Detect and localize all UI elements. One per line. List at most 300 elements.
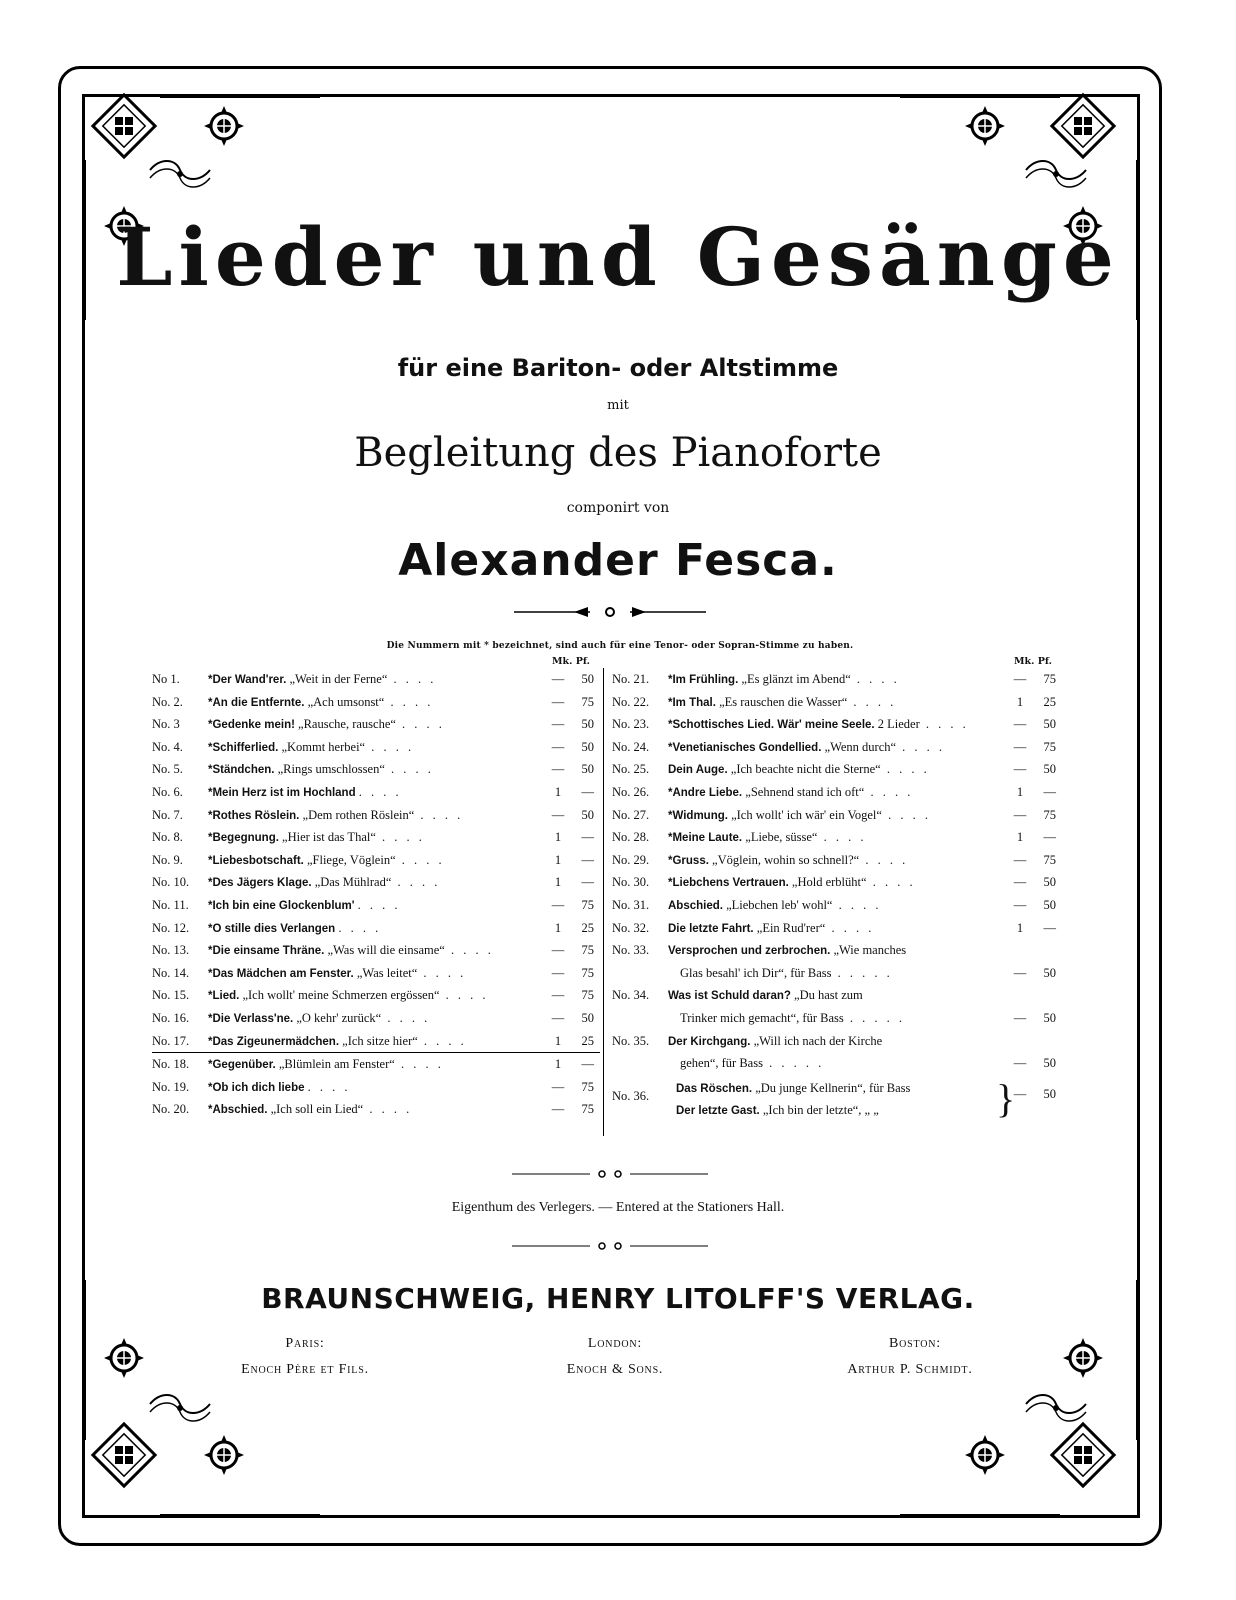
song-row [612,736,1062,759]
song-price [1006,713,1056,736]
leader-dots: . . . . [358,784,402,799]
song-title: Das Röschen. [676,1082,753,1095]
song-price [1006,736,1056,759]
song-number: No. 33. [612,943,650,958]
price-mark: — [1013,965,1027,980]
song-row [612,1030,1062,1053]
song-incipit-continued: gehen“, für Bass [680,1056,763,1071]
leader-dots: . . . . . [762,1056,825,1071]
price-pfennig: 50 [581,739,594,754]
song-incipit: „Ich wollt' ich wär' ein Vogel“ [731,807,882,822]
song-row [612,758,1062,781]
song-row [152,1030,600,1054]
song-row [152,758,600,781]
price-pfennig: 50 [1043,762,1056,777]
price-mark: — [551,1102,565,1117]
song-row [152,804,600,827]
leader-dots: . . . . [850,672,900,686]
price-pfennig: 75 [1043,852,1056,867]
price-mark: — [551,717,565,732]
song-row [612,668,1062,691]
leader-dots: . . . . [391,875,441,890]
leader-dots: . . . . [357,897,401,912]
price-mark: — [1013,852,1027,867]
leader-dots: . . . . [384,694,434,709]
song-title: *Liebesbotschaft. [208,854,304,867]
price-mark: — [551,988,565,1003]
price-pfennig: 75 [581,694,594,709]
song-incipit: 2 Lieder [877,717,920,732]
price-mark: 1 [554,852,562,867]
song-number: No. 20. [152,1102,190,1117]
song-title: Der Kirchgang. [668,1035,751,1048]
price-mark: — [1013,762,1027,777]
song-price [544,758,594,781]
price-pfennig: 50 [581,1010,594,1025]
leader-dots: . . . . [307,1079,351,1094]
price-pfennig: — [581,830,594,845]
leader-dots: . . . . [832,897,882,912]
song-price [544,939,594,962]
song-number: No. 16. [152,1010,190,1025]
leader-dots: . . . . [859,852,909,867]
song-title: *Im Thal. [668,696,716,709]
price-pfennig: 75 [581,988,594,1003]
song-title: *Die Verlass'ne. [208,1012,294,1025]
song-incipit: „Ich wollt' meine Schmerzen ergössen“ [242,988,440,1003]
price-pfennig: — [581,784,594,799]
song-price [544,1076,594,1099]
leader-dots: . . . . [439,988,489,1003]
song-incipit: „Will ich nach der Kirche [753,1033,883,1048]
song-row [612,713,1062,736]
song-title: *Im Frühling. [668,674,739,686]
song-price [544,1098,594,1121]
song-title: *Liebchens Vertrauen. [668,877,789,890]
song-number: No. 6. [152,784,183,799]
song-price [1010,1087,1056,1102]
leader-dots: . . . . [847,694,897,709]
leader-dots: . . . . [417,1033,467,1048]
song-row [152,736,600,759]
song-price [544,849,594,872]
publisher-name: BRAUNSCHWEIG, HENRY LITOLFF'S VERLAG. [261,1282,975,1315]
song-incipit: „Wenn durch“ [824,739,897,754]
song-incipit: „Liebe, süsse“ [745,830,818,845]
price-pfennig: 25 [581,920,594,935]
song-number: No. 23. [612,717,650,732]
price-pfennig: — [1043,920,1056,935]
song-row-continued [612,1052,1062,1075]
song-number: No. 9. [152,852,183,867]
price-pfennig: 75 [1043,672,1056,686]
song-number: No. 10. [152,875,190,890]
song-number: No. 35. [612,1033,650,1048]
leader-dots: . . . . [395,852,445,867]
song-incipit: „Hier ist das Thal“ [282,830,376,845]
leader-dots: . . . . [444,943,494,958]
price-mark: — [551,897,565,912]
song-price [544,691,594,714]
song-incipit: „Es rauschen die Wasser“ [719,694,848,709]
price-pfennig: 25 [581,1033,594,1048]
leader-dots: . . . . [381,1010,431,1025]
song-price [1006,917,1056,940]
song-number: No 1. [152,672,180,686]
price-pfennig: 50 [581,672,594,686]
song-row [152,894,600,917]
leader-dots: . . . . . [843,1010,905,1025]
song-price [544,736,594,759]
song-title: *Schifferlied. [208,741,279,754]
song-title: *Gruss. [668,854,709,867]
page-title: Lieder und Gesänge [116,210,1120,304]
song-number: No. 14. [152,965,190,980]
price-mark: — [1013,1056,1027,1071]
song-number: No. 3 [152,717,180,732]
song-number: No. 15. [152,988,190,1003]
song-title: *Begegnung. [208,832,279,845]
song-price [1006,1052,1056,1075]
song-number: No. 28. [612,830,650,845]
song-incipit: „Weit in der Ferne“ [289,672,388,686]
song-number: No. 17. [152,1033,190,1048]
price-pfennig: 50 [1043,1010,1056,1025]
song-row [612,849,1062,872]
price-mark: — [1013,1086,1027,1101]
song-row [152,1098,600,1121]
song-title: *O stille dies Verlangen [208,922,336,935]
song-incipit: „Hold erblüht“ [791,875,867,890]
song-price [544,894,594,917]
price-mark: 1 [554,875,562,890]
price-pfennig: 50 [1043,965,1056,980]
song-row [612,826,1062,849]
song-title: *Schottisches Lied. Wär' meine Seele. [668,719,875,732]
song-incipit: „Sehnend stand ich oft“ [745,784,865,799]
leader-dots: . . . . [825,920,875,935]
song-incipit: „Du junge Kellnerin“, für Bass [755,1080,911,1095]
price-mark: — [1013,739,1027,754]
song-number: No. 4. [152,739,183,754]
song-price [544,804,594,827]
song-incipit: „Ich soll ein Lied“ [270,1102,364,1117]
song-title: Versprochen und zerbrochen. [668,945,831,958]
leader-dots: . . . . [384,762,434,777]
song-price [544,1030,594,1053]
song-price [544,668,594,691]
song-number: No. 18. [152,1057,190,1072]
price-pfennig: 75 [581,897,594,912]
price-mark: — [551,739,565,754]
song-title: Die letzte Fahrt. [668,922,754,935]
song-row [152,668,600,691]
song-title: Abschied. [668,899,723,912]
song-incipit: „Liebchen leb' wohl“ [726,897,833,912]
song-title: *Meine Laute. [668,832,743,845]
song-number: No. 8. [152,830,183,845]
song-title: *Rothes Röslein. [208,809,300,822]
song-row [612,871,1062,894]
agent-boston: Arthur P. Schmidt. [847,1362,973,1377]
song-number: No. 29. [612,852,650,867]
song-price [1006,894,1056,917]
leader-dots: . . . . . [831,965,893,980]
song-price [544,984,594,1007]
song-price [544,781,594,804]
song-title: Der letzte Gast. [676,1104,760,1117]
song-row [612,894,1062,917]
right-price-header: Mk. Pf. [1014,656,1052,667]
song-list-right [612,668,1062,1123]
column-divider [603,668,604,1136]
song-title: *Des Jägers Klage. [208,877,312,890]
price-mark: — [551,694,565,709]
price-pfennig: 75 [581,1079,594,1094]
price-mark: — [551,762,565,777]
city-paris: Paris: [285,1336,325,1351]
leader-dots: . . . . [864,784,914,799]
song-row-continued [612,1007,1062,1030]
song-incipit: „Ach umsonst“ [307,694,385,709]
song-incipit: „Dem rothen Röslein“ [302,807,415,822]
composer-name: Alexander Fesca. [398,535,838,586]
song-title: *An die Entfernte. [208,696,305,709]
song-incipit: „Blümlein am Fenster“ [278,1057,395,1072]
song-number: No. 34. [612,988,650,1003]
song-number: No. 11. [152,897,189,912]
price-mark: 1 [1016,784,1024,799]
piano-subtitle: Begleitung des Pianoforte [354,430,882,476]
song-incipit: „Kommt herbei“ [281,739,366,754]
price-mark: — [1013,807,1027,822]
song-incipit-continued: Glas besahl' ich Dir“, für Bass [680,965,832,980]
song-price [544,871,594,894]
song-number: No. 24. [612,739,650,754]
song-title: *Gegenüber. [208,1059,276,1072]
song-price [544,917,594,940]
song-row [152,781,600,804]
song-row [676,1077,910,1099]
price-mark: — [551,1010,565,1025]
price-pfennig: — [581,852,594,867]
song-title: *Ob ich dich liebe [208,1081,305,1094]
song-row [152,849,600,872]
price-pfennig: 50 [1043,897,1056,912]
song-incipit: „Was will die einsame“ [327,943,445,958]
leader-dots: . . . . [395,717,445,732]
leader-dots: . . . . [880,762,930,777]
song-incipit-continued: Trinker mich gemacht“, für Bass [680,1010,844,1025]
song-price [544,1053,594,1076]
song-title: Dein Auge. [668,764,728,777]
song-row [612,781,1062,804]
left-price-header: Mk. Pf. [552,656,590,667]
mit-text: mit [607,398,629,413]
song-number: No. 31. [612,897,650,912]
price-mark: 1 [554,920,562,935]
song-number: No. 32. [612,920,650,935]
price-mark: — [551,807,565,822]
song-incipit: „Fliege, Vöglein“ [306,852,396,867]
song-incipit: „Das Mühlrad“ [314,875,392,890]
leader-dots: . . . . [866,875,916,890]
price-pfennig: 25 [1043,694,1056,709]
song-row [152,871,600,894]
price-pfennig: — [581,875,594,890]
bracket: } [996,1075,1016,1121]
leader-dots: . . . . [414,807,464,822]
price-pfennig: 50 [581,762,594,777]
song-title: *Die einsame Thräne. [208,945,325,958]
song-incipit: „Ein Rud'rer“ [756,920,826,935]
song-row [612,691,1062,714]
city-london: London: [587,1336,643,1351]
leader-dots: . . . . [394,1057,444,1072]
song-row-continued [612,962,1062,985]
song-number: No. 30. [612,875,650,890]
song-row [612,917,1062,940]
song-row [152,984,600,1007]
song-row [612,984,1062,1007]
leader-dots: . . . . [417,965,467,980]
song-price [544,1007,594,1030]
song-title: *Mein Herz ist im Hochland [208,786,356,799]
song-number: No. 36. [612,1088,650,1103]
leader-dots: . . . . [387,672,437,686]
song-incipit: „Ich bin der letzte“, „ „ [762,1102,879,1117]
song-title: *Ständchen. [208,764,275,777]
song-title: *Widmung. [668,809,728,822]
song-price [1006,668,1056,691]
song-row [152,826,600,849]
song-incipit: „Ich sitze hier“ [342,1033,418,1048]
song-incipit: „Rings umschlossen“ [277,762,385,777]
song-title: *Abschied. [208,1104,268,1117]
song-number: No. 21. [612,672,650,686]
song-price [1006,758,1056,781]
song-title: Was ist Schuld daran? [668,990,791,1003]
price-mark: — [551,965,565,980]
song-number: No. 2. [152,694,183,709]
price-pfennig: 50 [1043,875,1056,890]
song-title: *Ich bin eine Glockenblum' [208,899,355,912]
song-row [152,1007,600,1030]
price-pfennig: 75 [1043,739,1056,754]
price-pfennig: 50 [581,807,594,822]
song-row [152,962,600,985]
song-number: No. 25. [612,762,650,777]
leader-dots: . . . . [363,1102,413,1117]
leader-dots: . . . . [881,807,931,822]
song-title: *Der Wand'rer. [208,674,287,686]
voice-subtitle: für eine Bariton- oder Altstimme [397,354,839,382]
agent-london: Enoch & Sons. [566,1362,664,1377]
price-pfennig: 50 [581,717,594,732]
song-row [152,939,600,962]
city-boston: Boston: [889,1336,941,1351]
price-mark: — [1013,897,1027,912]
price-pfennig: 50 [1043,1086,1056,1101]
price-mark: 1 [554,1057,562,1072]
song-price [1006,826,1056,849]
song-number: No. 22. [612,694,650,709]
copyright-line: Eigenthum des Verlegers. — Entered at the Stationers Hall. [451,1200,785,1215]
price-mark: 1 [554,784,562,799]
song-price [1006,849,1056,872]
song-incipit: „Du hast zum [794,988,863,1003]
song-title: *Gedenke mein! [208,719,295,732]
price-pfennig: 75 [1043,807,1056,822]
song-row [612,939,1062,962]
leader-dots: . . . . [919,717,969,732]
song-number: No. 19. [152,1079,190,1094]
song-price [544,713,594,736]
song-incipit: „Ich beachte nicht die Sterne“ [730,762,881,777]
leader-dots: . . . . [365,739,415,754]
componirt-text: componirt von [566,500,670,516]
price-mark: — [551,943,565,958]
price-mark: — [1013,672,1027,686]
song-row [152,1076,600,1099]
leader-dots: . . . . [375,830,425,845]
price-pfennig: — [1043,784,1056,799]
song-incipit: „O kehr' zurück“ [296,1010,382,1025]
song-price [544,962,594,985]
price-mark: 1 [1016,920,1024,935]
price-pfennig: 75 [581,965,594,980]
leader-dots: . . . . [896,739,946,754]
song-row [152,917,600,940]
song-number: No. 13. [152,943,190,958]
price-mark: 1 [1016,830,1024,845]
song-incipit: „Es glänzt im Abend“ [741,672,851,686]
song-title: *Venetianisches Gondellied. [668,741,822,754]
song-row [676,1099,879,1121]
song-row [152,713,600,736]
leader-dots: . . . . [817,830,867,845]
song-row [152,691,600,714]
price-mark: — [551,672,565,686]
song-price [1006,804,1056,827]
price-pfennig: 75 [581,1102,594,1117]
song-row [612,804,1062,827]
price-pfennig: 75 [581,943,594,958]
price-mark: 1 [1016,694,1024,709]
song-number: No. 5. [152,762,183,777]
song-price [1006,871,1056,894]
song-number: No. 12. [152,920,190,935]
price-pfennig: — [1043,830,1056,845]
song-number: No. 7. [152,807,183,822]
price-mark: 1 [554,1033,562,1048]
song-price [544,826,594,849]
song-list-left [152,668,600,1121]
agent-paris: Enoch Père et Fils. [241,1362,369,1377]
song-36 [612,1077,1062,1123]
price-mark: — [551,1079,565,1094]
song-number: No. 27. [612,807,650,822]
song-title: *Lied. [208,990,240,1003]
song-incipit: „Vöglein, wohin so schnell?“ [712,852,860,867]
song-price [1006,781,1056,804]
song-price [1006,691,1056,714]
song-title: *Andre Liebe. [668,786,743,799]
price-pfennig: 50 [1043,717,1056,732]
price-pfennig: 50 [1043,1056,1056,1071]
price-mark: — [1013,717,1027,732]
leader-dots: . . . . [338,920,382,935]
